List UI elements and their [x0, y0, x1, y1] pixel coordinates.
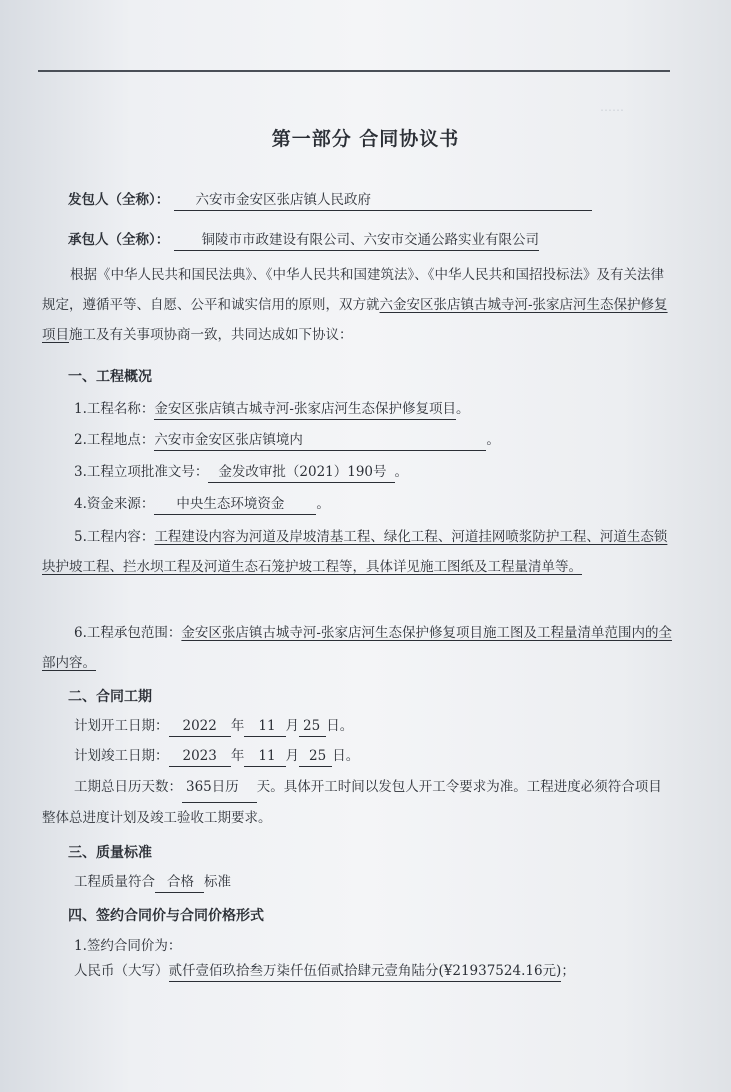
rmb-end: ； — [561, 963, 575, 979]
contractor-value: 铜陵市市政建设有限公司、六安市交通公路实业有限公司 — [174, 230, 540, 251]
intro-text-2: 施工及有关事项协商一致，共同达成如下协议： — [69, 327, 353, 343]
quality-label: 工程质量符合 — [74, 874, 155, 890]
project-location-value: 六安市金安区张店镇境内 — [154, 430, 486, 451]
planned-end-year: 2023 — [169, 746, 231, 767]
approval-value: 金发改审批（2021）190号 — [208, 462, 394, 483]
project-content-value: 工程建设内容为河道及岸坡清基工程、绿化工程、河道挂网喷浆防护工程、河道生态锁块护坡工程、拦水坝工程及河道生态石笼护坡工程等，具体详见施工图纸及工程量清单等。 — [42, 529, 668, 575]
quality-value: 合格 — [155, 872, 204, 893]
planned-start-month-unit: 月 — [285, 718, 300, 734]
contract-price-line — [74, 961, 575, 982]
bleed-through-text: …… — [600, 100, 624, 114]
project-name-line — [74, 399, 469, 420]
header-rule — [38, 70, 670, 72]
section-4-heading: 四、签约合同价与合同价格形式 — [68, 908, 264, 924]
project-content-label: 5.工程内容： — [74, 529, 155, 545]
planned-end-month: 11 — [244, 746, 285, 767]
project-content-paragraph — [42, 522, 672, 582]
planned-start-day-unit: 日。 — [326, 718, 354, 734]
intro-text-1: 根据《中华人民共和国民法典》、《中华人民共和国建筑法》、《中华人民共和国招投标法》及有关法律规定，遵循平等、自愿、公平和诚实信用的原则，双方就 — [42, 267, 664, 313]
rmb-label: 人民币（大写） — [74, 963, 169, 979]
planned-end-day-unit: 日。 — [332, 748, 360, 764]
planned-start-line — [74, 716, 353, 737]
project-name-label: 1.工程名称： — [74, 401, 155, 417]
duration-rest: 天。具体开工时间以发包人开工令要求为准。工程进度必须符合项目整体总进度计划及竣工验收工期要求。 — [42, 779, 662, 826]
planned-start-year: 2022 — [169, 716, 231, 737]
project-location-end: 。 — [486, 432, 500, 448]
contractor-line — [68, 230, 539, 251]
project-scope-value: 金安区张店镇古城寺河-张家店河生态保护修复项目施工图及工程量清单范围内的全部内容。 — [42, 625, 672, 671]
project-name-value: 金安区张店镇古城寺河-张家店河生态保护修复项目 — [154, 399, 456, 420]
employer-line — [68, 190, 592, 211]
project-location-label: 2.工程地点： — [74, 432, 155, 448]
planned-start-label: 计划开工日期： — [74, 718, 169, 734]
project-scope-label: 6.工程承包范围： — [74, 625, 182, 641]
employer-label: 发包人（全称）： — [68, 192, 170, 208]
duration-label: 工期总日历天数： — [74, 779, 182, 795]
contract-price-label: 1.签约合同价为： — [74, 938, 182, 954]
project-scope-paragraph — [42, 618, 672, 678]
quality-line — [74, 872, 231, 893]
planned-end-month-unit: 月 — [285, 748, 300, 764]
quality-end: 标准 — [204, 874, 231, 890]
intro-paragraph — [42, 260, 672, 350]
approval-end: 。 — [394, 464, 409, 480]
planned-start-month: 11 — [244, 716, 285, 737]
project-name-end: 。 — [455, 401, 470, 417]
contractor-label: 承包人（全称）： — [68, 232, 170, 248]
planned-end-day: 25 — [299, 746, 332, 767]
planned-end-label: 计划竣工日期： — [74, 748, 169, 764]
page-title: 第一部分 合同协议书 — [271, 128, 460, 150]
contract-price-label-line — [74, 936, 181, 956]
approval-label: 3.工程立项批准文号： — [74, 464, 209, 480]
planned-end-year-unit: 年 — [230, 748, 245, 764]
planned-start-year-unit: 年 — [230, 718, 245, 734]
fund-source-line — [74, 494, 330, 515]
fund-source-end: 。 — [316, 496, 330, 512]
section-2-heading: 二、合同工期 — [68, 689, 152, 705]
fund-source-label: 4.资金来源： — [74, 496, 155, 512]
section-3-heading: 三、质量标准 — [68, 845, 152, 861]
rmb-amount-number: (¥21937524.16元) — [439, 961, 562, 982]
planned-start-day: 25 — [299, 716, 326, 737]
project-location-line — [74, 430, 500, 451]
intro-project-name: 六金安区张店镇古城寺河-张家店河生态保护修复项目 — [42, 297, 668, 343]
planned-end-line — [74, 746, 359, 767]
section-1-heading: 一、工程概况 — [68, 369, 152, 385]
duration-value: 365日历 — [182, 772, 257, 803]
employer-value: 六安市金安区张店镇人民政府 — [174, 190, 592, 211]
approval-line — [74, 462, 408, 483]
fund-source-value: 中央生态环境资金 — [154, 494, 316, 515]
rmb-amount-uppercase: 贰仟壹佰玖拾叁万柒仟伍佰贰拾肆元壹角陆分 — [169, 961, 439, 982]
duration-paragraph — [42, 772, 672, 833]
